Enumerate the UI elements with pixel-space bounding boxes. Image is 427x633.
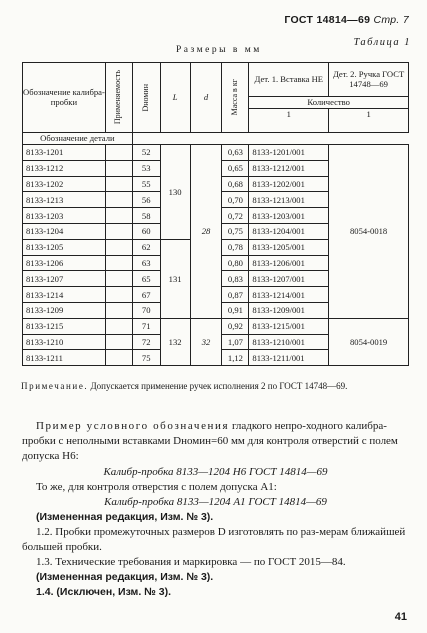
- mass-cell: 0,63: [222, 145, 249, 161]
- col-part1: Дет. 1. Вставка НЕ: [249, 63, 329, 97]
- table-note: [21, 381, 409, 393]
- part1-cell: 8133-1207/001: [249, 271, 329, 287]
- d-nom-cell: 60: [132, 223, 160, 239]
- d-nom-cell: 71: [132, 318, 160, 334]
- mass-cell: 0,68: [222, 176, 249, 192]
- col-designation: Обозначение калибра-пробки: [23, 63, 106, 133]
- part1-cell: 8133-1201/001: [249, 145, 329, 161]
- applicability-cell: [105, 160, 132, 176]
- designation-cell: 8133-1204: [23, 223, 106, 239]
- page-header: [284, 14, 409, 26]
- table-caption: Таблица 1: [353, 37, 411, 48]
- L-cell: 131: [160, 239, 190, 318]
- designation-cell: 8133-1201: [23, 145, 106, 161]
- applicability-cell: [105, 302, 132, 318]
- designation-example: [22, 419, 409, 599]
- part2-cell: 8054-0019: [329, 318, 409, 365]
- d-cell: 32: [190, 318, 222, 365]
- applicability-cell: [105, 255, 132, 271]
- col-mass: Масса в кг: [222, 63, 249, 133]
- mass-cell: 0,92: [222, 318, 249, 334]
- d-nom-cell: 56: [132, 192, 160, 208]
- designation-cell: 8133-1215: [23, 318, 106, 334]
- part1-cell: 8133-1215/001: [249, 318, 329, 334]
- quantity-cell: 1: [329, 109, 409, 133]
- part1-cell: 8133-1211/001: [249, 350, 329, 366]
- part2-cell: 8054-0018: [329, 145, 409, 319]
- applicability-cell: [105, 208, 132, 224]
- mass-cell: 0,83: [222, 271, 249, 287]
- designation-cell: 8133-1209: [23, 302, 106, 318]
- part-designation-header: Обозначение детали: [23, 133, 133, 145]
- page-ref: Стр. 7: [373, 14, 409, 26]
- mass-cell: 0,65: [222, 160, 249, 176]
- part1-cell: 8133-1203/001: [249, 208, 329, 224]
- revision-note-2: (Измененная редакция, Изм. № 3).: [36, 571, 214, 584]
- example-intro: Пример условного обозначения гладкого непро-ходного калибра-пробки с неполными вставками Dномин=60 мм для контроля отверстий с полем допуска H6:: [22, 420, 398, 463]
- designation-cell: 8133-1212: [23, 160, 106, 176]
- applicability-cell: [105, 334, 132, 350]
- applicability-cell: [105, 145, 132, 161]
- applicability-cell: [105, 176, 132, 192]
- applicability-cell: [105, 239, 132, 255]
- d-cell: 28: [190, 145, 222, 319]
- mass-cell: 0,75: [222, 223, 249, 239]
- designation-cell: 8133-1206: [23, 255, 106, 271]
- part1-cell: 8133-1204/001: [249, 223, 329, 239]
- table-row: [23, 145, 409, 161]
- d-nom-cell: 58: [132, 208, 160, 224]
- standard-number: ГОСТ 14814—69: [284, 14, 371, 26]
- quantity-header: Количество: [249, 97, 409, 109]
- d-nom-cell: 70: [132, 302, 160, 318]
- d-nom-cell: 75: [132, 350, 160, 366]
- d-nom-cell: 62: [132, 239, 160, 255]
- part1-cell: 8133-1205/001: [249, 239, 329, 255]
- applicability-cell: [105, 223, 132, 239]
- d-nom-cell: 53: [132, 160, 160, 176]
- L-cell: 132: [160, 318, 190, 365]
- d-nom-cell: 67: [132, 287, 160, 303]
- dimensions-caption: Размеры в мм: [176, 45, 262, 55]
- designation-cell: 8133-1205: [23, 239, 106, 255]
- d-nom-cell: 52: [132, 145, 160, 161]
- example-line-2: То же, для контроля отверстия с полем допуска A1:: [36, 480, 277, 493]
- applicability-cell: [105, 192, 132, 208]
- mass-cell: 1,12: [222, 350, 249, 366]
- designation-cell: 8133-1214: [23, 287, 106, 303]
- col-d: d: [190, 63, 222, 133]
- applicability-cell: [105, 287, 132, 303]
- applicability-cell: [105, 318, 132, 334]
- mass-cell: 0,72: [222, 208, 249, 224]
- mass-cell: 0,87: [222, 287, 249, 303]
- clause-1-3: 1.3. Технические требования и маркировка — по ГОСТ 2015—84.: [36, 555, 346, 568]
- applicability-cell: [105, 350, 132, 366]
- note-text: Допускается применение ручек исполнения 2 по ГОСТ 14748—69.: [90, 381, 348, 391]
- col-L: L: [160, 63, 190, 133]
- mass-cell: 0,70: [222, 192, 249, 208]
- d-nom-cell: 55: [132, 176, 160, 192]
- part1-cell: 8133-1214/001: [249, 287, 329, 303]
- col-part2: Дет. 2. Ручка ГОСТ 14748—69: [329, 63, 409, 97]
- col-d-nom: Dномин: [132, 63, 160, 133]
- part1-cell: 8133-1209/001: [249, 302, 329, 318]
- table-row: [23, 318, 409, 334]
- clause-1-2: 1.2. Пробки промежуточных размеров D изготовлять по раз-мерам ближайшей большей пробки.: [22, 525, 406, 553]
- mass-cell: 0,91: [222, 302, 249, 318]
- part1-cell: 8133-1212/001: [249, 160, 329, 176]
- clause-1-4: 1.4. (Исключен, Изм. № 3).: [36, 585, 172, 598]
- dimensions-table: [22, 62, 409, 366]
- mass-cell: 0,78: [222, 239, 249, 255]
- designation-cell: 8133-1202: [23, 176, 106, 192]
- part1-cell: 8133-1202/001: [249, 176, 329, 192]
- d-nom-cell: 65: [132, 271, 160, 287]
- applicability-cell: [105, 271, 132, 287]
- part1-cell: 8133-1213/001: [249, 192, 329, 208]
- example-formula-2: Калибр-пробка 8133—1204 A1 ГОСТ 14814—69: [104, 495, 327, 508]
- L-cell: 130: [160, 145, 190, 240]
- col-applicability: Применяемость: [105, 63, 132, 133]
- designation-cell: 8133-1211: [23, 350, 106, 366]
- revision-note-1: (Измененная редакция, Изм. № 3).: [36, 511, 214, 524]
- mass-cell: 0,80: [222, 255, 249, 271]
- designation-cell: 8133-1203: [23, 208, 106, 224]
- d-nom-cell: 63: [132, 255, 160, 271]
- quantity-cell: 1: [249, 109, 329, 133]
- designation-cell: 8133-1213: [23, 192, 106, 208]
- d-nom-cell: 72: [132, 334, 160, 350]
- designation-cell: 8133-1210: [23, 334, 106, 350]
- note-label: Примечание.: [21, 381, 89, 391]
- part1-cell: 8133-1206/001: [249, 255, 329, 271]
- example-formula-1: Калибр-пробка 8133—1204 H6 ГОСТ 14814—69: [103, 465, 328, 478]
- page-number: 41: [394, 611, 407, 623]
- mass-cell: 1,07: [222, 334, 249, 350]
- part1-cell: 8133-1210/001: [249, 334, 329, 350]
- designation-cell: 8133-1207: [23, 271, 106, 287]
